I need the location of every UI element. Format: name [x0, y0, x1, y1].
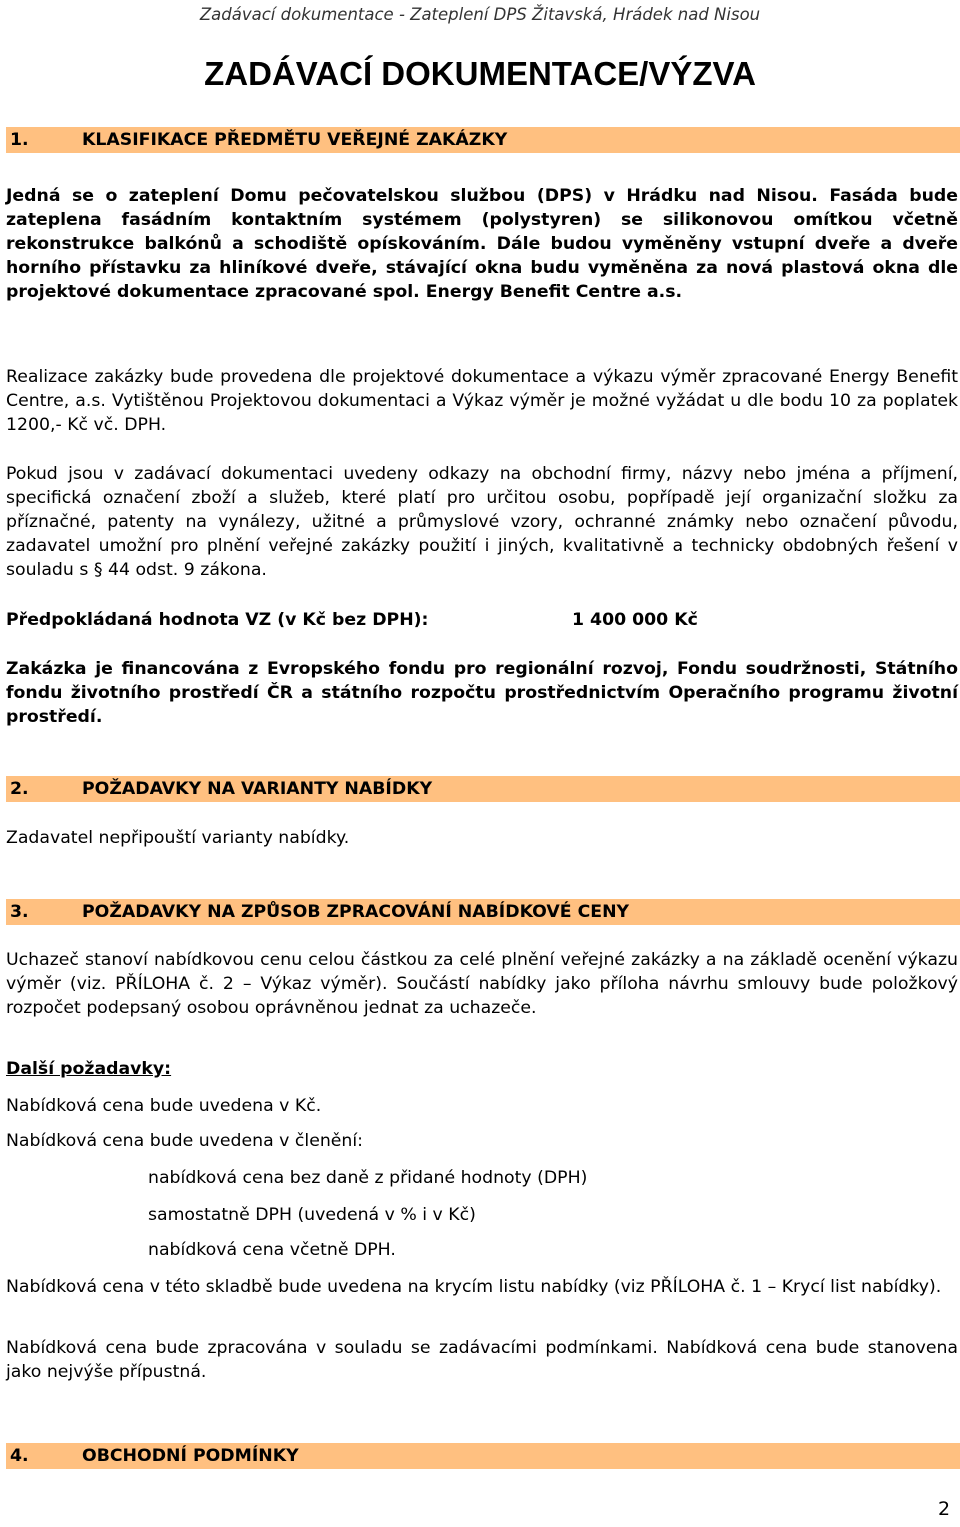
breakdown-item: nabídková cena bez daně z přidané hodnoty (DPH)	[148, 1168, 588, 1188]
section-title: KLASIFIKACE PŘEDMĚTU VEŘEJNÉ ZAKÁZKY	[82, 130, 508, 150]
section-title: POŽADAVKY NA VARIANTY NABÍDKY	[82, 779, 433, 799]
estimated-value-label: Předpokládaná hodnota VZ (v Kč bez DPH):	[6, 610, 429, 630]
project-description: Jedná se o zateplení Domu pečovatelskou službou (DPS) v Hrádku nad Nisou. Fasáda bude zateplena fasádním kontaktním systémem (polystyren) se silikonovou omítkou včetně rekonstrukce balkónů a schodiště opískováním. Dále budou vyměněny vstupní dveře a dveře horního přístavku za hliníkové dveře, stávající okna budu vyměněna za nová plastová okna dle projektové dokumentace zpracované spol. Energy Benefit Centre a.s.	[6, 186, 958, 302]
section-number: 3.	[10, 902, 29, 922]
breakdown-item: samostatně DPH (uvedená v % i v Kč)	[148, 1205, 476, 1225]
section-heading-2	[6, 776, 960, 802]
section-title: POŽADAVKY NA ZPŮSOB ZPRACOVÁNÍ NABÍDKOVÉ CENY	[82, 902, 630, 922]
section-title: OBCHODNÍ PODMÍNKY	[82, 1446, 299, 1466]
section-number: 4.	[10, 1446, 29, 1466]
max-price-paragraph: Nabídková cena bude zpracována v souladu se zadávacími podmínkami. Nabídková cena bude stanovena jako nejvýše přípustná.	[6, 1338, 958, 1382]
cover-sheet-paragraph: Nabídková cena v této skladbě bude uvedena na krycím listu nabídky (viz PŘÍLOHA č. 1 – Krycí list nabídky).	[6, 1277, 942, 1297]
running-header: Zadávací dokumentace - Zateplení DPS Žitavská, Hrádek nad Nisou	[199, 5, 761, 24]
breakdown-item: nabídková cena včetně DPH.	[148, 1240, 396, 1260]
section-heading-3	[6, 899, 960, 925]
section-heading-1	[6, 127, 960, 153]
pricing-paragraph: Uchazeč stanoví nabídkovou cenu celou částkou za celé plnění veřejné zakázky a na základě ocenění výkazu výměr (viz. PŘÍLOHA č. 2 – Výkaz výměr). Součástí nabídky jako příloha návrhu smlouvy bude položkový rozpočet podepsaný osobou oprávněnou jednat za uchazeče.	[6, 950, 958, 1018]
section-number: 2.	[10, 779, 29, 799]
further-requirements-heading: Další požadavky:	[6, 1059, 172, 1079]
page-number: 2	[938, 1498, 951, 1520]
funding-paragraph: Zakázka je financována z Evropského fondu pro regionální rozvoj, Fondu soudržnosti, Státního fondu životního prostředí ČR a státního rozpočtu prostřednictvím Operačního programu životní prostředí.	[6, 659, 958, 727]
section-heading-4	[6, 1443, 960, 1469]
estimated-value-amount: 1 400 000 Kč	[572, 610, 698, 630]
requirement-currency: Nabídková cena bude uvedena v Kč.	[6, 1096, 322, 1116]
variants-paragraph: Zadavatel nepřipouští varianty nabídky.	[6, 828, 350, 848]
realization-paragraph: Realizace zakázky bude provedena dle projektové dokumentace a výkazu výměr zpracované Energy Benefit Centre, a.s. Vytištěnou Projektovou dokumentaci a Výkaz výměr je možné vyžádat u dle bodu 10 za poplatek 1200,- Kč vč. DPH.	[6, 367, 958, 435]
section-number: 1.	[10, 130, 29, 150]
references-paragraph: Pokud jsou v zadávací dokumentaci uvedeny odkazy na obchodní firmy, názvy nebo jména a příjmení, specifická označení zboží a služeb, které platí pro určitou osobu, popřípadě její organizační složku za příznačné, patenty na vynálezy, užitné a průmyslové vzory, ochranné známky nebo označení původu, zadavatel umožní pro plnění veřejné zakázky použití i jiných, kvalitativně a technicky obdobných řešení v souladu s § 44 odst. 9 zákona.	[6, 464, 958, 580]
document-title: ZADÁVACÍ DOKUMENTACE/VÝZVA	[204, 55, 756, 92]
requirement-breakdown: Nabídková cena bude uvedena v členění:	[6, 1131, 363, 1151]
